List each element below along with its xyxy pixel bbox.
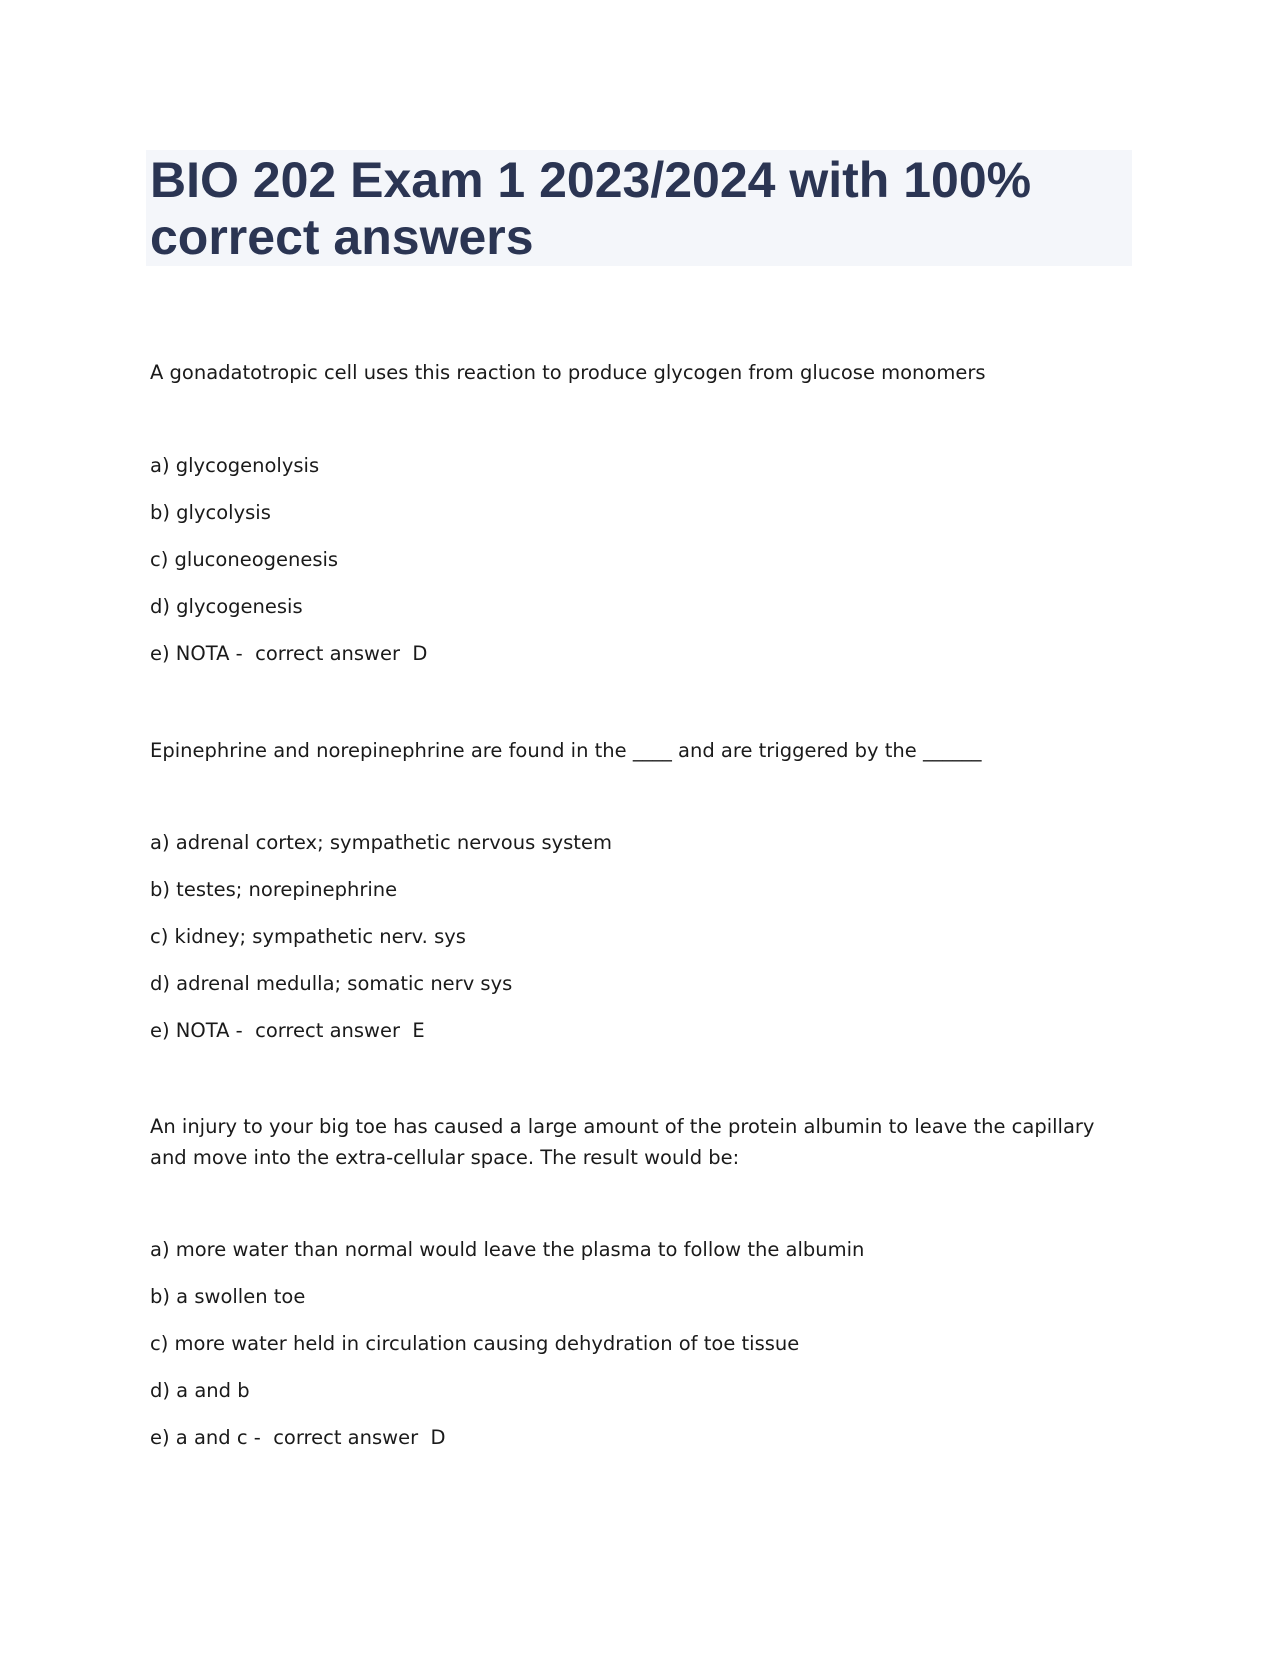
option-a: a) adrenal cortex; sympathetic nervous system [150, 831, 612, 854]
question-2 [150, 735, 1110, 1042]
question-prompt: A gonadatotropic cell uses this reaction to produce glycogen from glucose monomers [150, 361, 986, 384]
option-c: c) kidney; sympathetic nerv. sys [150, 925, 466, 948]
option-d: d) a and b [150, 1379, 250, 1402]
answer-options [150, 1235, 864, 1470]
option-b: b) testes; norepinephrine [150, 878, 398, 901]
option-c: c) gluconeogenesis [150, 548, 339, 571]
option-a: a) glycogenolysis [150, 454, 320, 477]
answer-options [150, 828, 612, 1063]
question-3 [150, 1111, 1110, 1449]
title-banner [146, 150, 1132, 266]
option-b: b) glycolysis [150, 501, 271, 524]
question-prompt: An injury to your big toe has caused a large amount of the protein albumin to leave the capillary and move into the extra-cellular space. The result would be: [150, 1115, 1095, 1169]
option-c: c) more water held in circulation causing dehydration of toe tissue [150, 1332, 800, 1355]
document-title: BIO 202 Exam 1 2023/2024 with 100% correct answers [150, 152, 1032, 265]
question-prompt: Epinephrine and norepinephrine are found in the ____ and are triggered by the ______ [150, 739, 982, 762]
option-d: d) adrenal medulla; somatic nerv sys [150, 972, 513, 995]
question-1 [150, 357, 1110, 665]
option-b: b) a swollen toe [150, 1285, 306, 1308]
option-a: a) more water than normal would leave the plasma to follow the albumin [150, 1238, 865, 1261]
option-e-with-answer: e) a and c - correct answer D [150, 1426, 446, 1449]
option-d: d) glycogenesis [150, 595, 303, 618]
option-e-with-answer: e) NOTA - correct answer E [150, 1019, 425, 1042]
option-e-with-answer: e) NOTA - correct answer D [150, 642, 428, 665]
answer-options [150, 451, 427, 686]
